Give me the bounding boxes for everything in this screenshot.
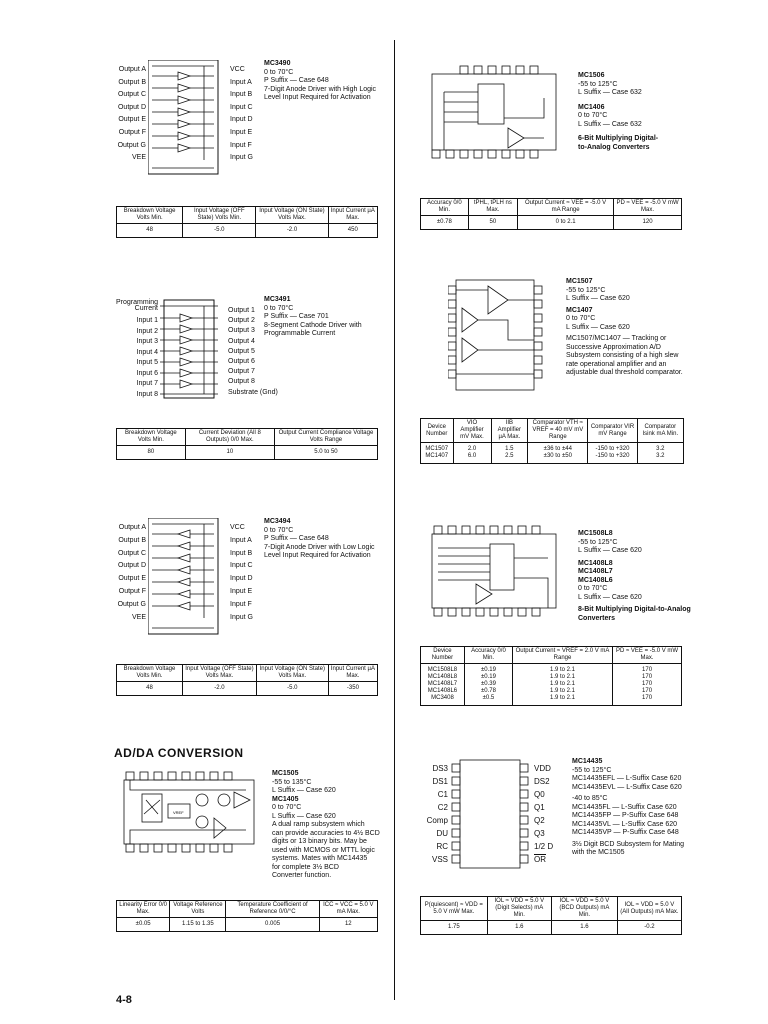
desc-line: 0 to 70°C xyxy=(264,304,294,312)
pin-label: Input 6 xyxy=(136,369,158,377)
mc1508-description xyxy=(578,530,728,623)
table-header: Comparator VTH ≈ VREF = 40 mV mV Range xyxy=(528,419,588,443)
desc-line: for complete 3½ BCD xyxy=(272,863,339,871)
pin-label: Output C xyxy=(117,91,146,99)
pin-label: DU xyxy=(436,829,448,838)
pin-label: Comp xyxy=(426,816,448,825)
part-number: MC1505 xyxy=(272,770,299,777)
desc-line: MC14435VP — P-Suffix Case 648 xyxy=(572,829,679,836)
desc-line: L Suffix — Case 620 xyxy=(272,812,336,820)
table-header: Comparator Isink mA Min. xyxy=(637,419,683,443)
desc-line: Level Input Required for Activation xyxy=(264,94,371,101)
table-cell: -2.0 xyxy=(256,224,328,238)
desc-line: rate operational amplifier and an xyxy=(566,360,667,368)
table-header: Accuracy 0/0 Min. xyxy=(464,647,512,664)
table-cell: 50 xyxy=(468,216,517,230)
desc-line: L Suffix — Case 620 xyxy=(578,593,642,601)
pin-label: Input E xyxy=(230,587,253,595)
mc14435-left-pins xyxy=(412,762,448,866)
pin-label: Output A xyxy=(118,66,146,73)
pin-label: Output F xyxy=(118,128,146,136)
table-cell: 1.15 to 1.35 xyxy=(170,918,226,932)
table-header: Input Voltage (ON State) Volts Max. xyxy=(256,665,328,682)
pin-label: Q2 xyxy=(534,816,545,825)
table-cell: 450 xyxy=(328,224,377,238)
desc-line: 8-Segment Cathode Driver with xyxy=(264,321,362,329)
mc14435-spec-table xyxy=(420,896,682,935)
pin-label: Input G xyxy=(230,154,253,162)
table-header: Output Current ≈ VEE = -5.0 V mA Range xyxy=(518,199,614,216)
pin-label: Output 1 xyxy=(228,307,255,314)
desc-line: MC14435EFL — L-Suffix Case 620 xyxy=(572,775,682,782)
table-header: Input Voltage (ON State) Volts Max. xyxy=(256,207,328,224)
part-number: MC3491 xyxy=(264,296,291,303)
mc14435-description xyxy=(572,758,732,858)
pin-label: VCC xyxy=(230,524,245,531)
desc-line: with the MC1505 xyxy=(572,849,625,856)
table-header: IOL ≈ VDD = 5.0 V (BCD Outputs) mA Min. xyxy=(551,897,617,921)
table-cell: -0.2 xyxy=(617,921,681,935)
table-header: Breakdown Voltage Volts Min. xyxy=(117,207,183,224)
mc3490-right-pins xyxy=(230,64,253,165)
mc3490-left-pins xyxy=(112,64,146,165)
table-cell: 120 xyxy=(614,216,682,230)
desc-line: MC14435FL — L-Suffix Case 620 xyxy=(572,803,677,811)
part-number: MC1408L8 xyxy=(578,559,613,567)
column-divider xyxy=(394,40,395,1000)
table-header: VIO Amplifier mV Max. xyxy=(453,419,491,443)
table-cell: -150 to +320 -150 to +320 xyxy=(588,443,637,464)
desc-line: Programmable Current xyxy=(264,330,336,337)
mc3490-spec-table xyxy=(116,206,378,238)
pin-label: Output 6 xyxy=(228,358,255,366)
table-header: Input Current µA Max. xyxy=(328,207,377,224)
part-number: MC1407 xyxy=(566,306,593,314)
pin-label: DS3 xyxy=(432,764,448,773)
desc-line: 3½ Digit BCD Subsystem for Mating xyxy=(572,840,685,848)
table-cell: 1.5 2.5 xyxy=(491,443,528,464)
pin-label: Input A xyxy=(230,78,252,86)
pin-label: Output B xyxy=(118,536,146,544)
mc3494-schematic xyxy=(148,518,228,636)
pin-label: Input D xyxy=(230,116,253,124)
table-cell: -2.0 xyxy=(183,682,257,696)
table-row xyxy=(117,224,378,238)
desc-line: used with MCMOS or MTTL logic xyxy=(272,846,375,854)
desc-line: L Suffix — Case 620 xyxy=(566,323,630,331)
table-header: Accuracy 0/0 Min. xyxy=(421,199,469,216)
table-cell: -5.0 xyxy=(183,224,256,238)
desc-line: 6-Bit Multiplying Digital- xyxy=(578,135,659,142)
pin-label: Output 5 xyxy=(228,347,255,355)
pin-label: Output F xyxy=(118,587,146,595)
part-number: MC1408L6 xyxy=(578,576,613,584)
table-header: P(quiescent) ≈ VDD = 5.0 V mW Max. xyxy=(421,897,488,921)
mc3494-description xyxy=(264,518,384,561)
desc-line: 0 to 70°C xyxy=(566,315,596,322)
mc3491-schematic xyxy=(160,296,220,402)
part-number: MC1405 xyxy=(272,795,299,803)
table-cell: ±0.78 xyxy=(421,216,469,230)
table-header: Linearity Error 0/0 Max. xyxy=(117,901,170,918)
desc-line: 7-Digit Anode Driver with Low Logic xyxy=(264,543,375,551)
pin-label: Input D xyxy=(230,575,253,583)
pin-label: 1/2 D xyxy=(534,842,554,851)
table-cell: -5.0 xyxy=(256,682,328,696)
pin-label: C1 xyxy=(437,790,448,799)
desc-line: digits or 13 binary bits. May be xyxy=(272,838,367,845)
pin-label: VEE xyxy=(131,613,146,621)
pin-label: Input F xyxy=(230,600,252,608)
desc-line: L Suffix — Case 632 xyxy=(578,120,642,128)
desc-line: 0 to 70°C xyxy=(578,112,608,119)
table-row xyxy=(421,216,682,230)
pin-label: Input 1 xyxy=(136,317,158,324)
table-header: IOL ≈ VDD = 5.0 V (All Outputs) mA Max. xyxy=(617,897,681,921)
mc1508-schematic xyxy=(424,518,560,626)
table-cell: 48 xyxy=(117,682,183,696)
table-cell: 10 xyxy=(185,446,274,460)
mc3491-spec-table xyxy=(116,428,378,460)
table-cell: MC1507 MC1407 xyxy=(421,443,454,464)
pin-label: Input 5 xyxy=(136,359,158,366)
pin-label: Input 8 xyxy=(136,390,158,398)
pin-label: Input B xyxy=(230,549,253,557)
table-header: Device Number xyxy=(421,419,454,443)
table-cell: 1.6 xyxy=(487,921,551,935)
part-number: MC1506 xyxy=(578,72,605,79)
pin-label: Substrate (Gnd) xyxy=(228,388,278,396)
desc-line: P Suffix — Case 648 xyxy=(264,77,329,84)
table-row xyxy=(117,446,378,460)
pin-label: Q3 xyxy=(534,829,545,838)
desc-line: MC14435FP — P-Suffix Case 648 xyxy=(572,812,679,819)
pin-label: Input C xyxy=(230,562,253,570)
desc-line: L Suffix — Case 620 xyxy=(566,295,630,302)
pin-label: VCC xyxy=(230,66,245,73)
pin-label: Q0 xyxy=(534,790,545,799)
mc1507-description xyxy=(566,278,716,378)
pin-label: Output B xyxy=(118,78,146,86)
table-cell: 2.0 6.0 xyxy=(453,443,491,464)
mc1505-spec-table xyxy=(116,900,378,932)
part-number: MC1508L8 xyxy=(578,530,613,537)
table-cell: 1.6 xyxy=(551,921,617,935)
pin-label: Output G xyxy=(117,141,146,149)
part-number: MC14435 xyxy=(572,758,603,765)
pin-label: Output E xyxy=(118,116,146,124)
pin-label: VSS xyxy=(431,855,448,864)
desc-line: L Suffix — Case 620 xyxy=(578,547,642,554)
part-number: MC1406 xyxy=(578,103,605,111)
table-header: ICC ≈ VCC = 5.0 V mA Max. xyxy=(319,901,377,918)
mc1506-description xyxy=(578,72,698,152)
table-header: PD ≈ VEE = -5.0 V mW Max. xyxy=(614,199,682,216)
table-cell: MC1508L8 MC1408L8 MC1408L7 MC1408L6 MC3408 xyxy=(421,664,465,706)
table-row xyxy=(421,664,682,706)
desc-line: to-Analog Converters xyxy=(578,143,650,151)
pin-label: DS2 xyxy=(534,777,550,786)
pin-label: Output 2 xyxy=(228,317,255,325)
desc-line: 0 to 70°C xyxy=(264,526,294,534)
pin-label: VDD xyxy=(534,764,551,773)
pin-label: Output 7 xyxy=(228,368,255,376)
mc3491-left-pins xyxy=(110,300,158,400)
desc-line: L Suffix — Case 620 xyxy=(272,787,336,794)
pin-label: Input G xyxy=(230,613,253,621)
desc-line: L Suffix — Case 632 xyxy=(578,89,642,96)
table-header: Input Voltage (OFF State) Volts Max. xyxy=(183,665,257,682)
table-cell: 1.75 xyxy=(421,921,488,935)
part-number: MC1507 xyxy=(566,278,593,285)
pin-label: Input E xyxy=(230,128,253,136)
pin-label: Input 2 xyxy=(136,327,158,335)
pin-label: Input 7 xyxy=(136,380,158,387)
pin-label: Input C xyxy=(230,103,253,111)
desc-line: 0 to 70°C xyxy=(272,804,302,811)
pin-label: $\overline{OR}$ xyxy=(534,855,546,864)
pin-label: Output 4 xyxy=(228,337,255,345)
mc1507-spec-table xyxy=(420,418,684,464)
pin-label: Programming Current xyxy=(115,299,158,312)
table-header: tPHL, tPLH ns Max. xyxy=(468,199,517,216)
page-number: 4-8 xyxy=(116,994,132,1006)
mc3491-description xyxy=(264,296,384,339)
table-header: PD ≈ VEE = -5.0 V mW Max. xyxy=(613,647,682,664)
table-cell: ±0.05 xyxy=(117,918,170,932)
table-cell: 170 170 170 170 170 xyxy=(613,664,682,706)
part-number: MC3490 xyxy=(264,60,291,67)
desc-line: MC14435EVL — L-Suffix Case 620 xyxy=(572,783,682,791)
desc-line: -55 to 125°C xyxy=(578,80,618,88)
table-cell: 48 xyxy=(117,224,183,238)
table-header: IIB Amplifier µA Max. xyxy=(491,419,528,443)
table-row xyxy=(421,921,682,935)
pin-label: Input B xyxy=(230,91,253,99)
desc-line: 7-Digit Anode Driver with High Logic xyxy=(264,85,377,93)
table-cell: 0 to 2.1 xyxy=(518,216,614,230)
desc-line: Level Input Required for Activation xyxy=(264,552,371,559)
table-cell: 3.2 3.2 xyxy=(637,443,683,464)
table-cell: 1.9 to 2.1 1.9 to 2.1 1.9 to 2.1 1.9 to 2.1 1.9 to 2.1 xyxy=(512,664,612,706)
desc-line: -55 to 135°C xyxy=(272,778,312,786)
table-cell: 80 xyxy=(117,446,186,460)
pin-label: Input F xyxy=(230,141,252,149)
table-header: IOL ≈ VDD = 5.0 V (Digit Selects) mA Min. xyxy=(487,897,551,921)
table-cell: 12 xyxy=(319,918,377,932)
table-cell: ±36 to ±44 ±30 to ±50 xyxy=(528,443,588,464)
desc-line: 0 to 70°C xyxy=(264,68,294,76)
desc-line: -55 to 125°C xyxy=(578,538,618,546)
table-cell: 5.0 to 50 xyxy=(274,446,377,460)
desc-line: Converters xyxy=(578,614,615,622)
desc-line: MC1507/MC1407 — Tracking or xyxy=(566,335,667,342)
svg-text:VREF: VREF xyxy=(173,810,184,815)
table-header: Input Current µA Max. xyxy=(328,665,377,682)
desc-line: P Suffix — Case 648 xyxy=(264,535,329,542)
mc3494-spec-table xyxy=(116,664,378,696)
table-header: Voltage Reference Volts xyxy=(170,901,226,918)
section-heading: AD/DA CONVERSION xyxy=(114,746,244,760)
part-number: MC1408L7 xyxy=(578,568,613,575)
mc1505-schematic xyxy=(116,770,262,858)
pin-label: Output G xyxy=(117,600,146,608)
table-header: Input Voltage (OFF State) Volts Min. xyxy=(183,207,256,224)
table-cell: -350 xyxy=(328,682,377,696)
pin-label: Output D xyxy=(117,103,146,111)
pin-label: DS1 xyxy=(432,777,448,786)
table-row xyxy=(421,443,684,464)
mc1506-schematic xyxy=(424,58,560,166)
mc1506-spec-table xyxy=(420,198,682,230)
table-row xyxy=(117,918,378,932)
desc-line: A dual ramp subsystem which xyxy=(272,821,365,828)
pin-label: Output D xyxy=(117,562,146,570)
desc-line: 8-Bit Multiplying Digital-to-Analog xyxy=(578,606,691,613)
desc-line: -55 to 125°C xyxy=(572,766,612,774)
table-row xyxy=(117,682,378,696)
pin-label: Output E xyxy=(118,575,146,583)
mc1508-spec-table xyxy=(420,646,682,706)
mc14435-schematic xyxy=(450,758,532,870)
mc3494-right-pins xyxy=(230,522,253,624)
desc-line: Converter function. xyxy=(272,872,332,879)
table-header: Comparator VIR mV Range xyxy=(588,419,637,443)
table-header: Breakdown Voltage Volts Min. xyxy=(117,665,183,682)
mc1507-schematic xyxy=(448,278,548,392)
pin-label: Input A xyxy=(230,536,252,544)
desc-line: -55 to 125°C xyxy=(566,286,606,294)
pin-label: VEE xyxy=(131,154,146,162)
desc-line: Successive Approximation A/D xyxy=(566,343,661,351)
desc-line: Subsystem consisting of a high slew xyxy=(566,352,679,359)
table-header: Output Current ≈ VREF = 2.0 V mA Range xyxy=(512,647,612,664)
desc-line: MC14435VL — L-Suffix Case 620 xyxy=(572,820,678,828)
table-header: Current Deviation (All 8 Outputs) 0/0 Max. xyxy=(185,429,274,446)
desc-line: -40 to 85°C xyxy=(572,795,608,802)
pin-label: Output 3 xyxy=(228,327,255,335)
pin-label: Output A xyxy=(118,524,146,531)
pin-label: Input 3 xyxy=(136,338,158,345)
pin-label: Output C xyxy=(117,549,146,557)
desc-line: 0 to 70°C xyxy=(578,585,608,592)
table-cell: 0.005 xyxy=(226,918,319,932)
table-header: Breakdown Voltage Volts Min. xyxy=(117,429,186,446)
pin-label: C2 xyxy=(437,803,448,812)
desc-line: can provide accuracies to 4½ BCD xyxy=(272,829,380,837)
mc1505-description xyxy=(272,770,392,881)
pin-label: Input 4 xyxy=(136,348,158,356)
mc14435-right-pins xyxy=(534,762,553,866)
table-header: Temperature Coefficient of Reference 0/0/°C xyxy=(226,901,319,918)
desc-line: adjustable dual threshold comparator. xyxy=(566,369,683,376)
table-header: Device Number xyxy=(421,647,465,664)
table-cell: ±0.19 ±0.19 ±0.39 ±0.78 ±0.5 xyxy=(464,664,512,706)
pin-label: Output 8 xyxy=(228,378,255,386)
mc3490-description xyxy=(264,60,384,103)
desc-line: systems. Mates with MC14435 xyxy=(272,855,368,862)
mc3490-schematic xyxy=(148,60,228,176)
part-number: MC3494 xyxy=(264,518,291,525)
pin-label: Q1 xyxy=(534,803,545,812)
pin-label: RC xyxy=(436,842,448,851)
desc-line: P Suffix — Case 701 xyxy=(264,313,329,320)
mc3494-left-pins xyxy=(112,522,146,624)
table-header: Output Current Compliance Voltage Volts Range xyxy=(274,429,377,446)
